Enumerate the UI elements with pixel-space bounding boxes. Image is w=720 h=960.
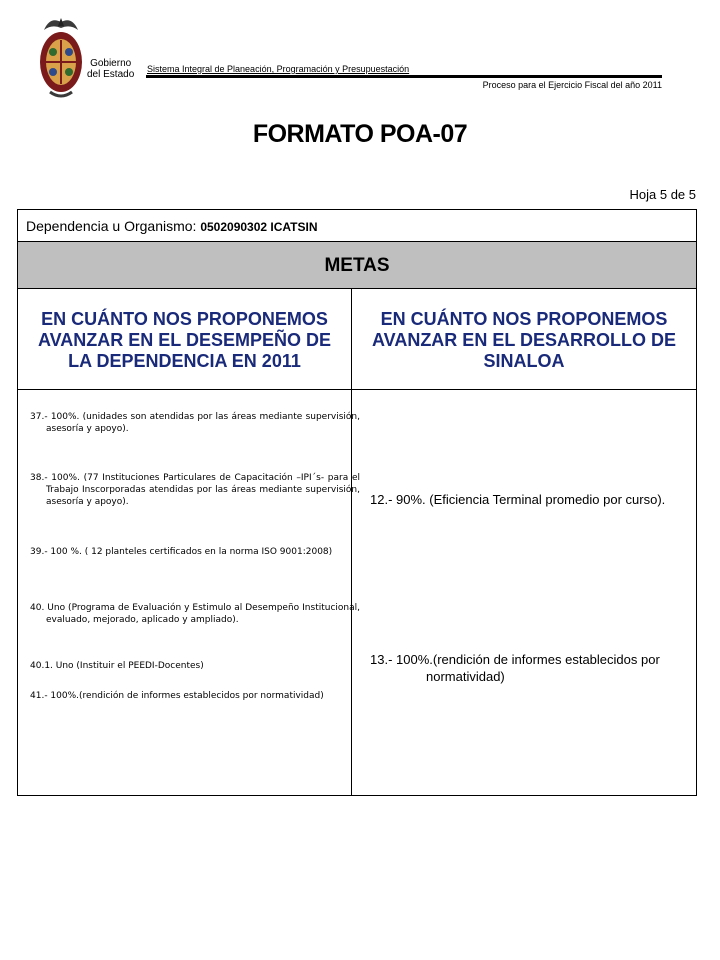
- system-name: Sistema Integral de Planeación, Programación y Presupuestación: [147, 64, 410, 74]
- column-header-dependencia: EN CUÁNTO NOS PROPONEMOS AVANZAR EN EL DESEMPEÑO DE LA DEPENDENCIA EN 2011: [37, 308, 332, 371]
- dependencia-row: [18, 210, 696, 242]
- header-divider: [18, 389, 696, 390]
- dependencia-code: 0502090302 ICATSIN: [200, 220, 318, 234]
- state-seal-logo: [36, 12, 86, 102]
- column-header-sinaloa: EN CUÁNTO NOS PROPONEMOS AVANZAR EN EL DESARROLLO DE SINALOA: [371, 308, 676, 371]
- meta-item: 40.1. Uno (Instituir el PEEDI-Docentes): [30, 661, 204, 671]
- fiscal-process: Proceso para el Ejercicio Fiscal del año 2011: [482, 80, 662, 90]
- sinaloa-meta-item: 13.- 100%.(rendición de informes establecidos por normatividad): [370, 652, 660, 684]
- meta-item: 41.- 100%.(rendición de informes establecidos por normatividad): [30, 691, 324, 701]
- header-rule: [146, 75, 662, 78]
- meta-item: 38.- 100%. (77 Instituciones Particulares de Capacitación –IPI´s- para el Trabajo Inscorporadas atendidas por las áreas mediante supervisión, asesoría y apoyo).: [30, 473, 360, 507]
- page-number: Hoja 5 de 5: [629, 187, 696, 202]
- gobierno-label: Gobierno del Estado: [87, 58, 135, 80]
- dependencia-label: Dependencia u Organismo:: [26, 218, 201, 234]
- page-title: FORMATO POA-07: [252, 120, 468, 148]
- meta-item: 37.- 100%. (unidades son atendidas por las áreas mediante supervisión, asesoría y apoyo).: [30, 412, 360, 434]
- section-heading: METAS: [18, 242, 696, 289]
- meta-item: 40. Uno (Programa de Evaluación y Estimulo al Desempeño Institucional, evaluado, mejorado, aplicado y ampliado).: [30, 603, 360, 625]
- sinaloa-meta-item: 12.- 90%. (Eficiencia Terminal promedio por curso).: [370, 492, 666, 507]
- metas-table: [17, 209, 697, 796]
- meta-item: 39.- 100 %. ( 12 planteles certificados en la norma ISO 9001:2008): [30, 547, 333, 557]
